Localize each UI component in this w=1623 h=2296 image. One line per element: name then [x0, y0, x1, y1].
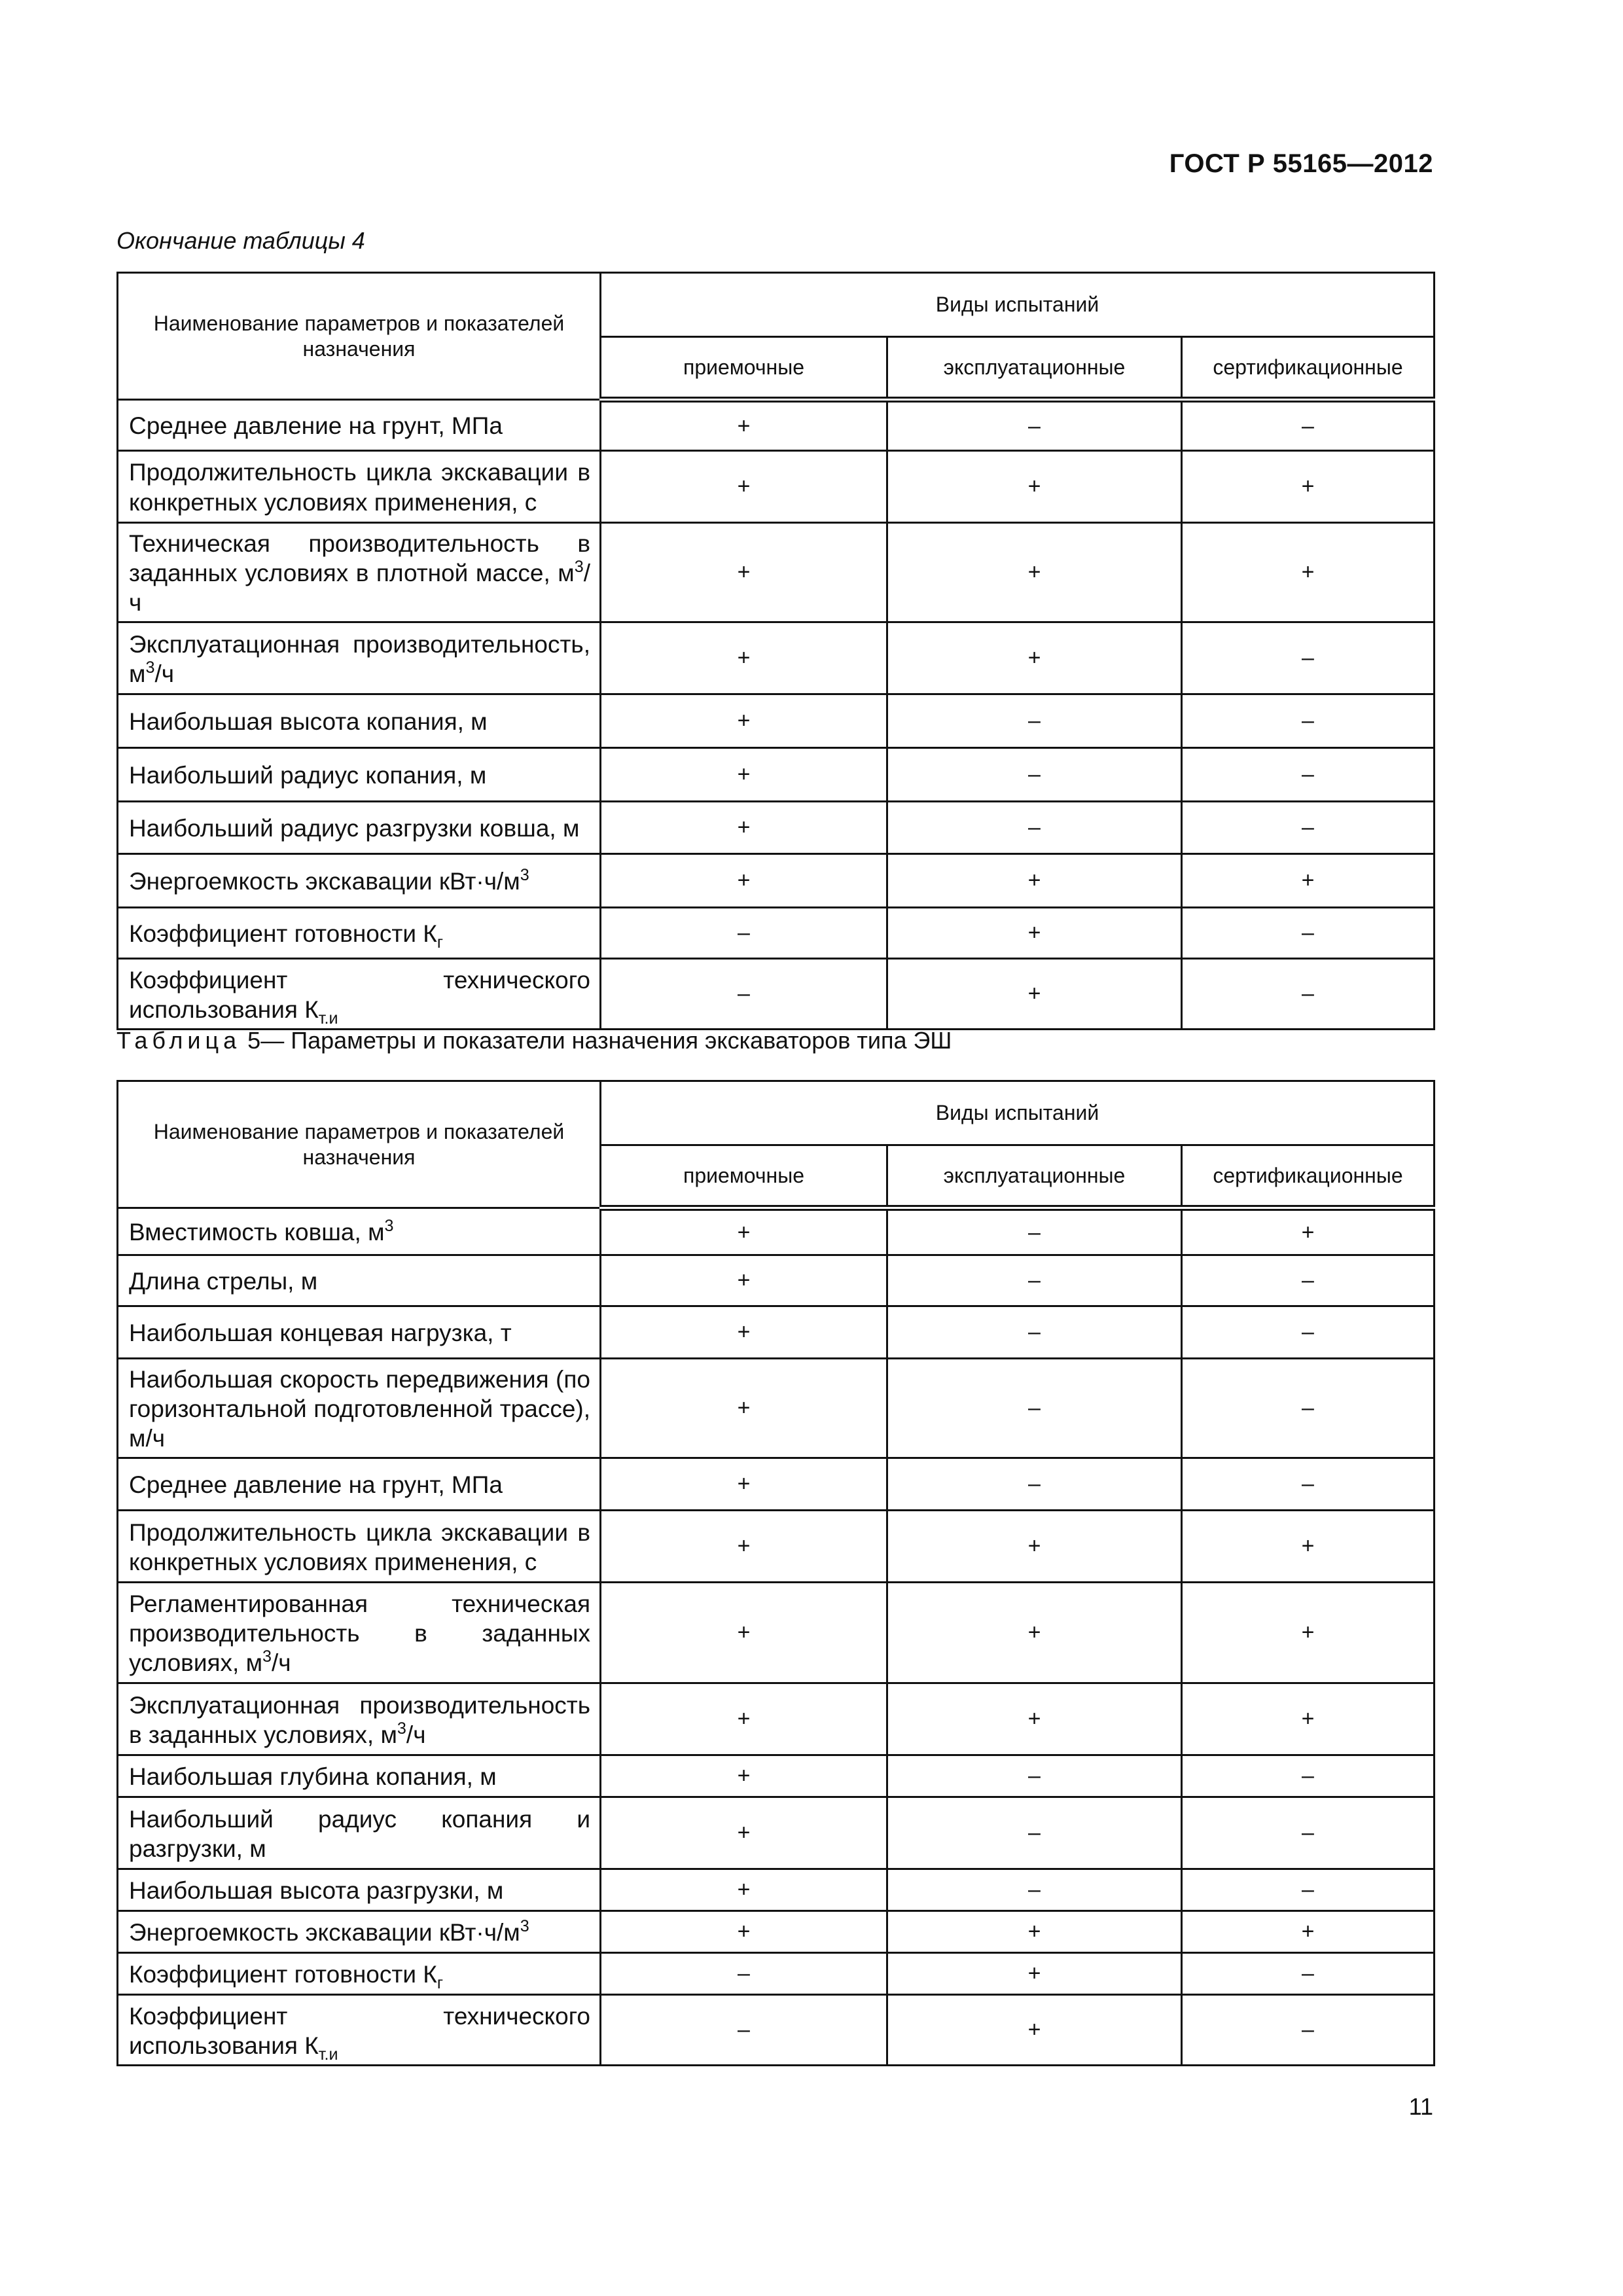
parameter-subscript: г	[437, 933, 444, 952]
parameter-name: Продолжительность цикла экскавации в конкретных условиях применения, с	[129, 1518, 590, 1575]
parameter-unit-suffix: /ч	[272, 1649, 291, 1677]
parameter-name-cell	[118, 1953, 601, 1995]
table-row	[118, 694, 1435, 748]
test-mark-c1: +	[601, 1208, 887, 1255]
table-row	[118, 1458, 1435, 1511]
test-mark-c2: –	[887, 400, 1182, 451]
parameter-subscript: т.и	[318, 2045, 338, 2064]
parameter-name: Эксплуатационная производительность в заданных условиях, м	[129, 1691, 590, 1748]
parameter-name: Коэффициент технического использования К	[129, 966, 590, 1023]
parameter-name-cell	[118, 1458, 601, 1511]
parameter-name: Вместимость ковша, м	[129, 1218, 385, 1246]
test-mark-c1: +	[601, 1869, 887, 1911]
test-mark-c3: –	[1182, 748, 1435, 802]
table5-caption	[116, 1027, 952, 1054]
test-mark-c1: +	[601, 1306, 887, 1359]
parameter-name-cell	[118, 451, 601, 523]
table-row	[118, 1953, 1435, 1995]
table5-caption-dash: —	[260, 1027, 285, 1054]
test-mark-c1: +	[601, 1683, 887, 1755]
test-mark-c1: +	[601, 400, 887, 451]
table-5	[116, 1080, 1435, 2066]
parameter-superscript: 3	[262, 1647, 272, 1666]
test-mark-c1: +	[601, 1797, 887, 1869]
test-mark-c1: –	[601, 908, 887, 959]
parameter-name: Среднее давление на грунт, МПа	[129, 412, 503, 439]
test-mark-c2: +	[887, 1995, 1182, 2066]
test-mark-c3: –	[1182, 1995, 1435, 2066]
test-mark-c3: –	[1182, 694, 1435, 748]
test-mark-c2: +	[887, 1953, 1182, 1995]
parameter-name: Длина стрелы, м	[129, 1267, 318, 1295]
table-row	[118, 622, 1435, 694]
test-mark-c1: +	[601, 1359, 887, 1458]
document-code: ГОСТ Р 55165—2012	[1169, 149, 1433, 178]
test-mark-c2: +	[887, 1683, 1182, 1755]
parameter-superscript: 3	[520, 1917, 529, 1936]
test-mark-c3: –	[1182, 400, 1435, 451]
parameter-name-cell	[118, 1683, 601, 1755]
test-mark-c3: –	[1182, 908, 1435, 959]
parameter-unit-suffix: /ч	[129, 560, 590, 617]
parameter-name-cell	[118, 1511, 601, 1583]
table-row	[118, 523, 1435, 622]
test-mark-c2: –	[887, 1306, 1182, 1359]
parameter-name: Наибольшая высота разгрузки, м	[129, 1877, 504, 1905]
test-mark-c2: –	[887, 694, 1182, 748]
table-row	[118, 1583, 1435, 1683]
parameter-name-cell	[118, 1583, 601, 1683]
table-row	[118, 1683, 1435, 1755]
parameter-name-cell	[118, 1911, 601, 1953]
test-mark-c3: +	[1182, 1683, 1435, 1755]
column-header-operational: эксплуатационные	[887, 1145, 1182, 1208]
column-header-operational: эксплуатационные	[887, 337, 1182, 400]
test-mark-c3: –	[1182, 802, 1435, 854]
column-header-certification: сертификационные	[1182, 1145, 1435, 1208]
table-row	[118, 1255, 1435, 1306]
parameter-name-cell	[118, 694, 601, 748]
column-header-test-types: Виды испытаний	[601, 1081, 1435, 1145]
table-row	[118, 959, 1435, 1030]
test-mark-c1: +	[601, 523, 887, 622]
table-row	[118, 1208, 1435, 1255]
test-mark-c1: –	[601, 959, 887, 1030]
column-header-certification: сертификационные	[1182, 337, 1435, 400]
table-row	[118, 1359, 1435, 1458]
table-row	[118, 451, 1435, 523]
table5-caption-text: Параметры и показатели назначения экскаваторов типа ЭШ	[291, 1027, 952, 1054]
test-mark-c2: –	[887, 748, 1182, 802]
table4-continuation-caption: Окончание таблицы 4	[116, 227, 365, 254]
parameter-name: Эксплуатационная производительность, м	[129, 630, 590, 687]
parameter-subscript: г	[437, 1974, 444, 1993]
parameter-superscript: 3	[574, 558, 584, 577]
test-mark-c3: +	[1182, 451, 1435, 523]
parameter-name-cell	[118, 1995, 601, 2066]
parameter-name: Регламентированная техническая производительность в заданных условиях, м	[129, 1590, 590, 1677]
table-row	[118, 1869, 1435, 1911]
table-row	[118, 748, 1435, 802]
table5-caption-number: 5	[247, 1027, 261, 1054]
parameter-superscript: 3	[384, 1217, 394, 1236]
test-mark-c1: +	[601, 1255, 887, 1306]
parameter-unit-suffix: /ч	[406, 1721, 426, 1748]
parameter-name: Наибольший радиус копания и разгрузки, м	[129, 1805, 590, 1862]
test-mark-c3: –	[1182, 1869, 1435, 1911]
parameter-name: Продолжительность цикла экскавации в конкретных условиях применения, с	[129, 459, 590, 516]
page-number: 11	[1408, 2093, 1433, 2120]
test-mark-c3: +	[1182, 523, 1435, 622]
test-mark-c1: +	[601, 748, 887, 802]
test-mark-c2: +	[887, 451, 1182, 523]
column-header-acceptance: приемочные	[601, 1145, 887, 1208]
parameter-name: Коэффициент готовности К	[129, 1961, 437, 1988]
test-mark-c3: –	[1182, 1755, 1435, 1797]
parameter-name: Техническая производительность в заданных условиях в плотной массе, м	[129, 530, 590, 587]
test-mark-c2: –	[887, 1755, 1182, 1797]
test-mark-c1: +	[601, 1458, 887, 1511]
test-mark-c1: –	[601, 1995, 887, 2066]
test-mark-c3: –	[1182, 622, 1435, 694]
test-mark-c1: +	[601, 1911, 887, 1953]
table-row	[118, 1306, 1435, 1359]
parameter-name: Энергоемкость экскавации кВт·ч/м	[129, 868, 520, 895]
table-row	[118, 854, 1435, 908]
parameter-superscript: 3	[145, 658, 155, 677]
parameter-name: Наибольшая глубина копания, м	[129, 1763, 497, 1791]
test-mark-c1: +	[601, 1583, 887, 1683]
parameter-name-cell	[118, 748, 601, 802]
parameter-name-cell	[118, 1208, 601, 1255]
table-row	[118, 1797, 1435, 1869]
column-header-test-types: Виды испытаний	[601, 273, 1435, 337]
test-mark-c3: –	[1182, 959, 1435, 1030]
parameter-name-cell	[118, 854, 601, 908]
test-mark-c2: –	[887, 1208, 1182, 1255]
test-mark-c1: +	[601, 854, 887, 908]
test-mark-c3: –	[1182, 1359, 1435, 1458]
parameter-name-cell	[118, 1255, 601, 1306]
parameter-name-cell	[118, 622, 601, 694]
table-row	[118, 1995, 1435, 2066]
test-mark-c3: –	[1182, 1953, 1435, 1995]
test-mark-c1: +	[601, 451, 887, 523]
parameter-name-cell	[118, 1359, 601, 1458]
test-mark-c2: –	[887, 802, 1182, 854]
test-mark-c2: –	[887, 1797, 1182, 1869]
test-mark-c2: +	[887, 1511, 1182, 1583]
test-mark-c3: –	[1182, 1306, 1435, 1359]
parameter-name: Наибольший радиус разгрузки ковша, м	[129, 815, 580, 842]
parameter-name-cell	[118, 959, 601, 1030]
parameter-name-cell	[118, 1306, 601, 1359]
test-mark-c3: +	[1182, 1583, 1435, 1683]
table-row	[118, 802, 1435, 854]
test-mark-c2: +	[887, 854, 1182, 908]
parameter-unit-suffix: /ч	[154, 660, 174, 687]
parameter-name: Среднее давление на грунт, МПа	[129, 1471, 503, 1499]
parameter-name: Наибольшая скорость передвижения (по горизонтальной подготовленной трассе), м/ч	[129, 1366, 590, 1452]
test-mark-c2: +	[887, 622, 1182, 694]
parameter-name-cell	[118, 523, 601, 622]
test-mark-c2: +	[887, 959, 1182, 1030]
test-mark-c3: –	[1182, 1797, 1435, 1869]
parameter-name-cell	[118, 1797, 601, 1869]
parameter-superscript: 3	[520, 866, 529, 885]
parameter-name-cell	[118, 1869, 601, 1911]
test-mark-c2: +	[887, 1911, 1182, 1953]
test-mark-c1: +	[601, 694, 887, 748]
test-mark-c1: +	[601, 802, 887, 854]
test-mark-c3: –	[1182, 1458, 1435, 1511]
parameter-name: Коэффициент технического использования К	[129, 2002, 590, 2059]
test-mark-c2: –	[887, 1458, 1182, 1511]
parameter-name-cell	[118, 400, 601, 451]
column-header-parameter-name: Наименование параметров и показателей назначения	[118, 273, 601, 400]
parameter-name: Наибольшая высота копания, м	[129, 708, 488, 736]
table-row	[118, 1911, 1435, 1953]
test-mark-c3: +	[1182, 1511, 1435, 1583]
table-row	[118, 1511, 1435, 1583]
test-mark-c2: +	[887, 1583, 1182, 1683]
table-row	[118, 1755, 1435, 1797]
test-mark-c2: +	[887, 908, 1182, 959]
table5-caption-label: Таблица	[116, 1027, 241, 1054]
parameter-name: Наибольшая концевая нагрузка, т	[129, 1319, 512, 1346]
test-mark-c2: +	[887, 523, 1182, 622]
test-mark-c2: –	[887, 1255, 1182, 1306]
test-mark-c3: +	[1182, 854, 1435, 908]
parameter-name: Коэффициент готовности К	[129, 920, 437, 948]
parameter-name: Энергоемкость экскавации кВт·ч/м	[129, 1919, 520, 1946]
table-row	[118, 908, 1435, 959]
parameter-name-cell	[118, 1755, 601, 1797]
parameter-name-cell	[118, 802, 601, 854]
table-4	[116, 272, 1435, 1030]
column-header-parameter-name: Наименование параметров и показателей назначения	[118, 1081, 601, 1208]
test-mark-c1: +	[601, 622, 887, 694]
test-mark-c3: +	[1182, 1208, 1435, 1255]
parameter-subscript: т.и	[318, 1009, 338, 1028]
parameter-name: Наибольший радиус копания, м	[129, 762, 487, 789]
parameter-name-cell	[118, 908, 601, 959]
parameter-superscript: 3	[397, 1719, 406, 1738]
test-mark-c1: +	[601, 1755, 887, 1797]
column-header-acceptance: приемочные	[601, 337, 887, 400]
table-row	[118, 400, 1435, 451]
test-mark-c3: –	[1182, 1255, 1435, 1306]
test-mark-c1: –	[601, 1953, 887, 1995]
test-mark-c2: –	[887, 1359, 1182, 1458]
test-mark-c3: +	[1182, 1911, 1435, 1953]
test-mark-c2: –	[887, 1869, 1182, 1911]
test-mark-c1: +	[601, 1511, 887, 1583]
